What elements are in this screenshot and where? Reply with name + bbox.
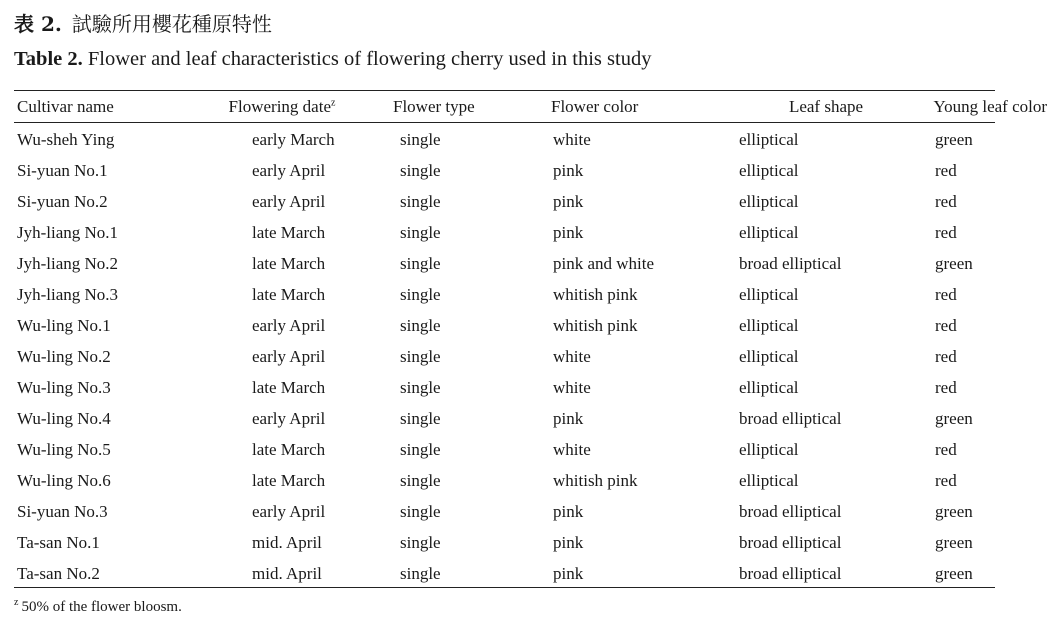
- footnote: [14, 597, 182, 616]
- cell-cultivar-name: Jyh-liang No.3: [17, 284, 119, 304]
- cell-flowering-date: early April: [252, 315, 326, 335]
- table-title-chinese: 試驗所用櫻花種原特性: [71, 12, 272, 36]
- cell-flowering-date: early March: [252, 129, 335, 149]
- cell-young-leaf-color: green: [935, 532, 973, 552]
- header-row: [14, 91, 1060, 122]
- cell-cultivar-name: Ta-san No.1: [17, 532, 100, 552]
- table-row: [14, 341, 1060, 372]
- cell-young-leaf-color: red: [935, 284, 957, 304]
- cell-cultivar-name: Wu-sheh Ying: [17, 129, 115, 149]
- cell-flower-type: single: [400, 377, 441, 397]
- cell-flowering-date: late March: [252, 222, 326, 242]
- cell-flower-color: whitish pink: [553, 284, 638, 304]
- cell-cultivar-name: Wu-ling No.3: [17, 377, 111, 397]
- cell-young-leaf-color: red: [935, 160, 957, 180]
- cell-leaf-shape: elliptical: [739, 315, 799, 335]
- table-row: [14, 558, 1060, 589]
- cell-flower-type: single: [400, 346, 441, 366]
- cell-flowering-date: early April: [252, 346, 326, 366]
- table-number-chinese: 表 2.: [14, 12, 62, 36]
- cell-cultivar-name: Wu-ling No.5: [17, 439, 111, 459]
- cell-flower-color: pink: [553, 501, 584, 521]
- characteristics-table: [14, 91, 1060, 589]
- cell-leaf-shape: elliptical: [739, 222, 799, 242]
- cell-flower-color: white: [553, 377, 591, 397]
- cell-flower-color: pink: [553, 532, 584, 552]
- cell-flower-color: pink and white: [553, 253, 655, 273]
- cell-flower-color: white: [553, 439, 591, 459]
- cell-leaf-shape: elliptical: [739, 284, 799, 304]
- cell-flower-type: single: [400, 408, 441, 428]
- header-young-leaf-color: Young leaf color: [933, 96, 1047, 116]
- cell-flower-color: pink: [553, 160, 584, 180]
- cell-flower-type: single: [400, 315, 441, 335]
- table-row: [14, 496, 1060, 527]
- cell-young-leaf-color: red: [935, 439, 957, 459]
- table-row: [14, 217, 1060, 248]
- cell-flower-type: single: [400, 563, 441, 583]
- cell-young-leaf-color: red: [935, 191, 957, 211]
- cell-flower-color: whitish pink: [553, 470, 638, 490]
- table-title-english: Flower and leaf characteristics of flowering cherry used in this study: [87, 48, 652, 70]
- cell-young-leaf-color: green: [935, 408, 973, 428]
- cell-flower-type: single: [400, 253, 441, 273]
- table-row: [14, 122, 1060, 155]
- cell-flowering-date: late March: [252, 439, 326, 459]
- cell-leaf-shape: elliptical: [739, 160, 799, 180]
- table-row: [14, 372, 1060, 403]
- table-row: [14, 310, 1060, 341]
- cell-young-leaf-color: red: [935, 346, 957, 366]
- table-row: [14, 279, 1060, 310]
- table-row: [14, 465, 1060, 496]
- cell-cultivar-name: Jyh-liang No.2: [17, 253, 119, 273]
- table-row: [14, 403, 1060, 434]
- cell-young-leaf-color: red: [935, 470, 957, 490]
- cell-young-leaf-color: red: [935, 315, 957, 335]
- cell-leaf-shape: broad elliptical: [739, 563, 842, 583]
- cell-flower-type: single: [400, 532, 441, 552]
- cell-young-leaf-color: red: [935, 222, 957, 242]
- cell-cultivar-name: Jyh-liang No.1: [17, 222, 119, 242]
- table-row: [14, 527, 1060, 558]
- cell-flower-type: single: [400, 160, 441, 180]
- cell-leaf-shape: broad elliptical: [739, 408, 842, 428]
- cell-leaf-shape: elliptical: [739, 377, 799, 397]
- cell-flowering-date: mid. April: [252, 563, 322, 583]
- table-row: [14, 248, 1060, 279]
- cell-cultivar-name: Wu-ling No.2: [17, 346, 111, 366]
- cell-young-leaf-color: green: [935, 129, 973, 149]
- header-flowering-date: [197, 91, 367, 122]
- table-body: [14, 122, 1060, 589]
- cell-flowering-date: early April: [252, 160, 326, 180]
- footnote-mark-symbol: z: [14, 597, 19, 608]
- cell-flower-type: single: [400, 501, 441, 521]
- cell-flowering-date: late March: [252, 470, 326, 490]
- table-row: [14, 434, 1060, 465]
- cell-flower-color: whitish pink: [553, 315, 638, 335]
- cell-leaf-shape: broad elliptical: [739, 532, 842, 552]
- cell-flower-type: single: [400, 222, 441, 242]
- header-cultivar-name: Cultivar name: [17, 96, 114, 116]
- cell-flower-color: pink: [553, 191, 584, 211]
- cell-leaf-shape: elliptical: [739, 346, 799, 366]
- cell-flower-type: single: [400, 439, 441, 459]
- cell-young-leaf-color: red: [935, 377, 957, 397]
- header-flower-color: Flower color: [551, 96, 639, 116]
- cell-flower-type: single: [400, 129, 441, 149]
- cell-flower-color: pink: [553, 408, 584, 428]
- footnote-mark: z: [331, 96, 336, 108]
- table-caption-chinese: [14, 8, 272, 37]
- cell-leaf-shape: elliptical: [739, 470, 799, 490]
- footnote-text: 50% of the flower bloosm.: [21, 599, 182, 615]
- table-number-english: Table 2.: [14, 48, 83, 70]
- cell-flower-color: white: [553, 346, 591, 366]
- cell-flower-type: single: [400, 191, 441, 211]
- cell-flowering-date: late March: [252, 377, 326, 397]
- cell-flower-type: single: [400, 470, 441, 490]
- cell-leaf-shape: broad elliptical: [739, 501, 842, 521]
- cell-flower-color: pink: [553, 222, 584, 242]
- cell-cultivar-name: Wu-ling No.6: [17, 470, 111, 490]
- cell-young-leaf-color: green: [935, 501, 973, 521]
- cell-leaf-shape: broad elliptical: [739, 253, 842, 273]
- cell-flower-color: pink: [553, 563, 584, 583]
- header-leaf-shape: Leaf shape: [788, 96, 864, 116]
- cell-flowering-date: early April: [252, 408, 326, 428]
- table-row: [14, 155, 1060, 186]
- cell-cultivar-name: Ta-san No.2: [17, 563, 100, 583]
- cell-flowering-date: late March: [252, 284, 326, 304]
- cell-flowering-date: late March: [252, 253, 326, 273]
- cell-cultivar-name: Si-yuan No.3: [17, 501, 108, 521]
- table-caption-english: [14, 48, 651, 71]
- cell-flower-type: single: [400, 284, 441, 304]
- cell-young-leaf-color: green: [935, 563, 973, 583]
- header-flowering-date-label: Flowering date: [228, 96, 331, 116]
- cell-cultivar-name: Wu-ling No.1: [17, 315, 111, 335]
- cell-young-leaf-color: green: [935, 253, 973, 273]
- cell-flowering-date: early April: [252, 191, 326, 211]
- cell-leaf-shape: elliptical: [739, 439, 799, 459]
- cell-cultivar-name: Si-yuan No.2: [17, 191, 108, 211]
- table-row: [14, 186, 1060, 217]
- cell-flowering-date: mid. April: [252, 532, 322, 552]
- cell-cultivar-name: Si-yuan No.1: [17, 160, 108, 180]
- cell-leaf-shape: elliptical: [739, 191, 799, 211]
- cell-flowering-date: early April: [252, 501, 326, 521]
- cell-leaf-shape: elliptical: [739, 129, 799, 149]
- cell-flower-color: white: [553, 129, 591, 149]
- header-flower-type: Flower type: [393, 96, 475, 116]
- cell-cultivar-name: Wu-ling No.4: [17, 408, 111, 428]
